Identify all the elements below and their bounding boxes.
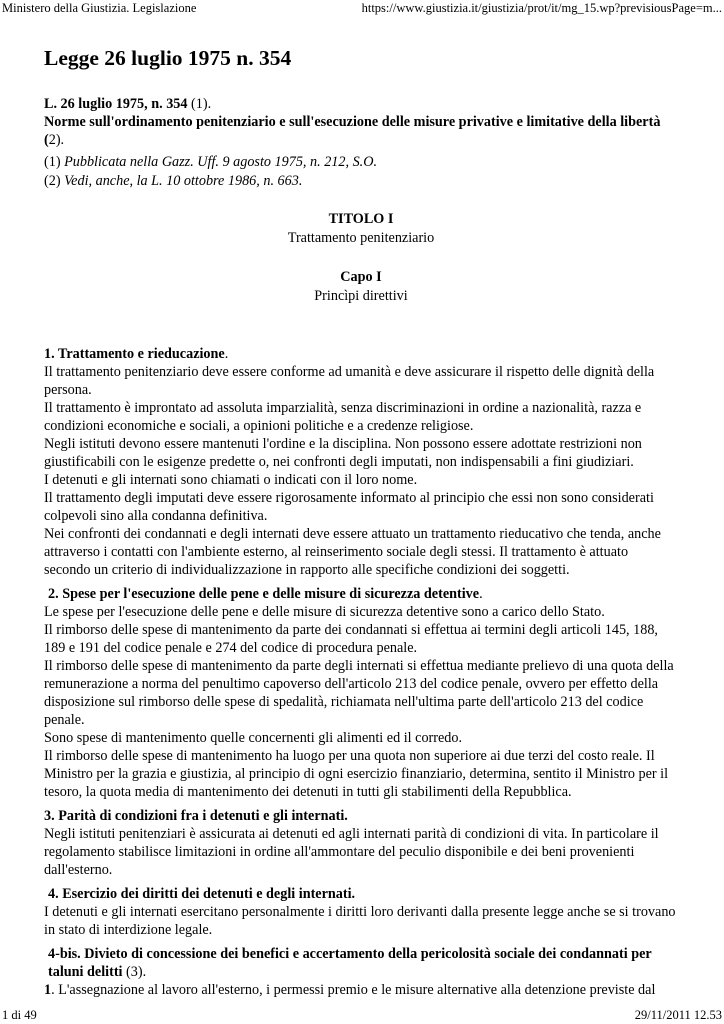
article-1 xyxy=(44,345,678,579)
article-heading: 4-bis. Divieto di concessione dei benefici e accertamento della pericolosità sociale dei condannati per taluni delitti xyxy=(48,946,652,980)
paragraph: Il trattamento è improntato ad assoluta imparzialità, senza discriminazioni in ordine a nazionalità, razza e condizioni economiche e sociali, a opinioni politiche e a credenze religiose. xyxy=(44,400,642,434)
footnote-1-num: (1) xyxy=(44,154,65,170)
capo-label: Capo I xyxy=(340,269,382,285)
paragraph: Il trattamento degli imputati deve essere rigorosamente informato al principio che essi non sono considerati colpevoli sino alla condanna definitiva. xyxy=(44,490,654,524)
article-heading-suffix: (3). xyxy=(122,964,147,980)
titolo-label: TITOLO I xyxy=(328,211,394,227)
paragraph: Nei confronti dei condannati e degli internati deve essere attuato un trattamento rieducativo che tenda, anche attraverso i contatti con l'ambiente esterno, al reinserimento sociale degli stessi. Il trattamento è attuato secondo un criterio di individualizzazione in rapporto alle specifiche condizioni dei soggetti. xyxy=(44,526,661,578)
article-heading-suffix: . xyxy=(224,346,229,362)
paragraph: Negli istituti penitenziari è assicurata ai detenuti ed agli internati parità di condizioni di vita. In particolare il regolamento stabilisce limitazioni in ordine all'ammontare del peculio disponibile e dei beni provenienti dall'esterno. xyxy=(44,826,659,878)
paragraph: . L'assegnazione al lavoro all'esterno, i permessi premio e le misure alternative alla detenzione previste dal xyxy=(51,982,656,998)
article-3 xyxy=(44,807,678,879)
article-heading: 2. Spese per l'esecuzione delle pene e delle misure di sicurezza detentive xyxy=(48,586,480,602)
capo-heading xyxy=(44,268,678,306)
browser-header-site: Ministero della Giustizia. Legislazione xyxy=(2,1,197,15)
article-4 xyxy=(44,885,678,939)
titolo-name: Trattamento penitenziario xyxy=(287,230,435,246)
titolo-heading xyxy=(44,210,678,248)
article-heading: 4. Esercizio dei diritti dei detenuti e degli internati. xyxy=(48,886,356,902)
law-subject: Norme sull'ordinamento penitenziario e sull'esecuzione delle misure privative e limitative della libertà ( xyxy=(44,114,661,148)
article-2 xyxy=(44,585,678,801)
article-heading-suffix: . xyxy=(479,586,483,602)
article-heading: 1. Trattamento e rieducazione xyxy=(44,346,225,362)
paragraph: I detenuti e gli internati sono chiamati o indicati con il loro nome. xyxy=(44,472,418,488)
paragraph: I detenuti e gli internati esercitano personalmente i diritti loro derivanti dalla presente legge anche se si trovano in stato di interdizione legale. xyxy=(44,904,676,938)
paragraph: Il trattamento penitenziario deve essere conforme ad umanità e deve assicurare il rispetto delle dignità della persona. xyxy=(44,364,655,398)
paragraph: Le spese per l'esecuzione delle pene e delle misure di sicurezza detentive sono a carico dello Stato. xyxy=(44,604,605,620)
paragraph: Negli istituti devono essere mantenuti l'ordine e la disciplina. Non possono essere adottate restrizioni non giustificabili con le esigenze predette o, nei confronti degli imputati, non indispensabili a fini giudiziari. xyxy=(44,436,642,470)
print-timestamp: 29/11/2011 12.53 xyxy=(634,1008,722,1022)
footnote-1-text: Pubblicata nella Gazz. Uff. 9 agosto 1975, n. 212, S.O. xyxy=(64,154,378,170)
page-title: Legge 26 luglio 1975 n. 354 xyxy=(44,46,292,70)
paragraph: Il rimborso delle spese di mantenimento ha luogo per una quota non superiore ai due terzi del costo reale. Il Ministro per la grazia e giustizia, al principio di ogni esercizio finanziario, determina, sentito il Ministro per il tesoro, la quota media di mantenimento dei detenuti in tutti gli stabilimenti della Repubblica. xyxy=(44,748,669,800)
law-heading xyxy=(44,95,678,149)
footnote-2 xyxy=(44,172,678,191)
law-reference-note: (1). xyxy=(187,96,212,112)
paragraph: Sono spese di mantenimento quelle concernenti gli alimenti ed il corredo. xyxy=(44,730,463,746)
footnote-1 xyxy=(44,153,678,172)
paragraph-number: 1 xyxy=(44,982,52,998)
document-body xyxy=(44,45,678,999)
article-4-bis xyxy=(44,945,678,999)
law-reference: L. 26 luglio 1975, n. 354 xyxy=(44,96,188,112)
law-subject-close: ). xyxy=(55,132,65,148)
article-heading: 3. Parità di condizioni fra i detenuti e gli internati. xyxy=(44,808,348,824)
footnote-2-text: Vedi, anche, la L. 10 ottobre 1986, n. 663. xyxy=(64,173,303,189)
footnotes xyxy=(44,153,678,191)
paragraph: Il rimborso delle spese di mantenimento da parte dei condannati si effettua ai termini degli articoli 145, 188, 189 e 191 del codice penale e 274 del codice di procedura penale. xyxy=(44,622,658,656)
browser-header-url: https://www.giustizia.it/giustizia/prot/it/mg_15.wp?previsiousPage=m... xyxy=(361,1,722,15)
capo-name: Princìpi direttivi xyxy=(314,288,408,304)
law-subject-note-num: 2 xyxy=(48,132,56,148)
paragraph: Il rimborso delle spese di mantenimento da parte degli internati si effettua mediante prelievo di una quota della remunerazione a norma del penultimo capoverso dell'articolo 213 del codice penale, ovvero per effetto della disposizione sul rimborso delle spese di spedalità, richiamata nell'ultima parte dell'articolo 213 del codice penale. xyxy=(44,658,674,728)
page-counter: 1 di 49 xyxy=(2,1008,37,1022)
footnote-2-num: (2) xyxy=(44,173,65,189)
